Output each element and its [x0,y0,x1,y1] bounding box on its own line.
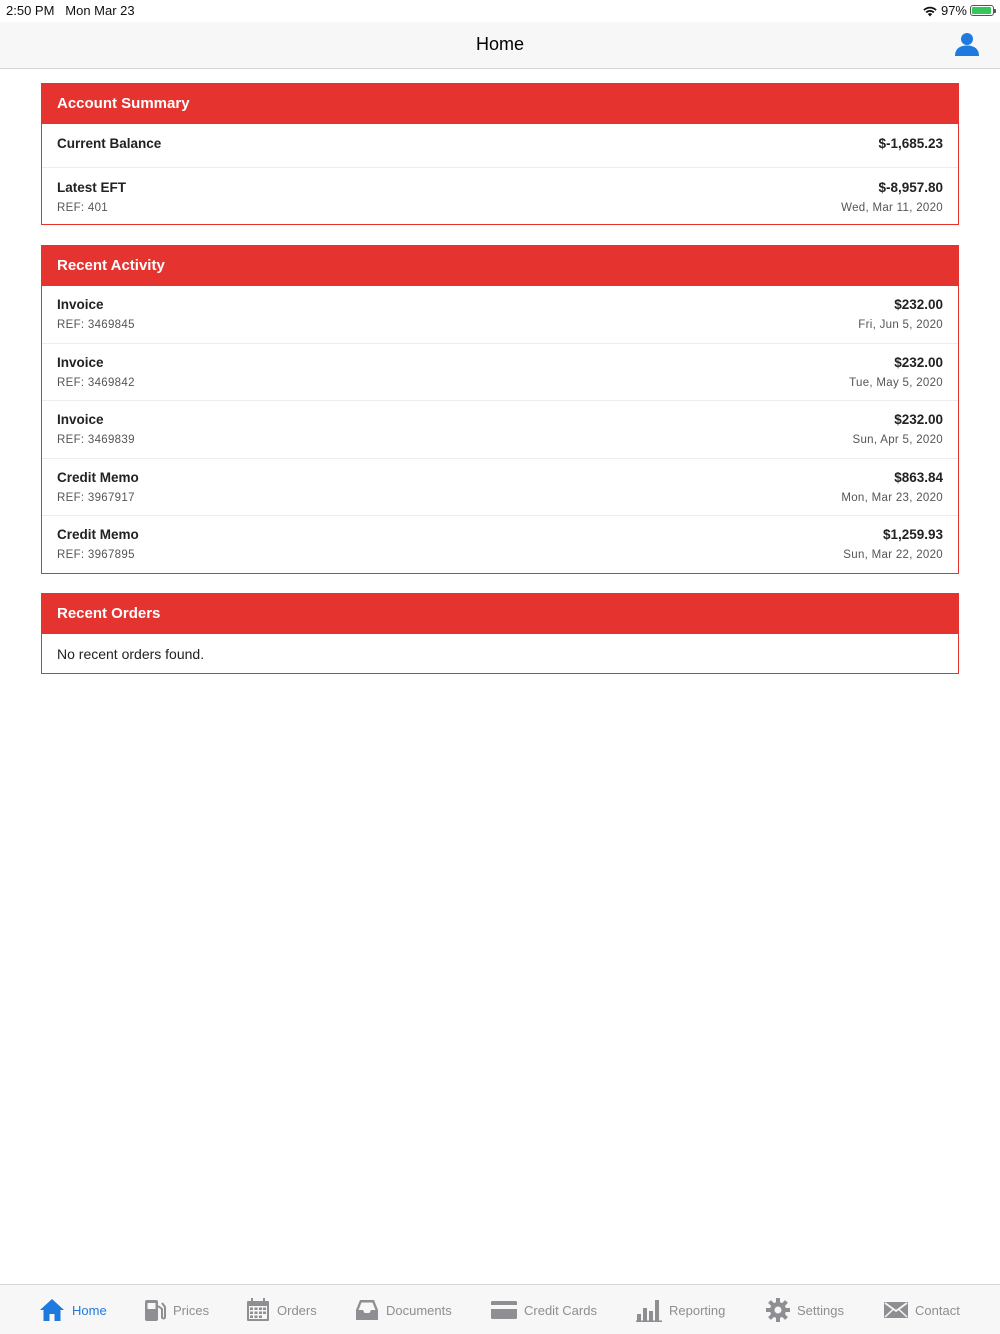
tab-documents[interactable] [355,1297,452,1323]
calendar-icon [246,1298,270,1322]
home-icon [39,1298,65,1322]
activity-row[interactable] [42,401,958,459]
tab-credit-cards-label: Credit Cards [524,1302,597,1318]
recent-activity-card [41,245,959,574]
status-date: Mon Mar 23 [65,3,135,18]
bar-chart-icon [636,1298,662,1322]
activity-row[interactable] [42,459,958,517]
activity-row[interactable] [42,516,958,574]
tab-prices[interactable] [144,1297,209,1323]
tab-bar [0,1284,1000,1334]
tab-credit-cards[interactable] [491,1297,597,1323]
account-summary-card [41,83,959,225]
activity-type: Invoice [57,354,104,370]
tab-prices-label: Prices [173,1302,210,1318]
tab-settings[interactable] [766,1297,844,1323]
activity-type: Invoice [57,297,104,312]
recent-orders-card [41,593,959,674]
battery-fill [972,7,991,14]
activity-date: Fri, Jun 5, 2020 [858,319,943,331]
activity-date: Tue, May 5, 2020 [849,376,943,389]
latest-eft-label: Latest EFT [57,180,127,195]
tab-contact[interactable] [884,1297,960,1323]
activity-amount: $863.84 [894,469,943,485]
latest-eft-date: Wed, Mar 11, 2020 [841,202,943,214]
inbox-icon [355,1299,379,1321]
person-icon [954,31,980,57]
tab-home[interactable] [39,1297,107,1323]
activity-amount: $232.00 [894,412,943,428]
activity-amount: $1,259.93 [882,527,943,543]
navigation-bar [0,22,1000,69]
recent-orders-header: Recent Orders [42,594,958,634]
recent-orders-empty-row [42,634,958,673]
activity-type: Credit Memo [57,527,139,543]
latest-eft-value: $-8,957.80 [878,180,943,195]
current-balance-row[interactable] [42,124,958,168]
tab-documents-label: Documents [386,1302,452,1318]
tab-orders-label: Orders [277,1302,317,1318]
tab-contact-label: Contact [915,1302,960,1318]
account-summary-header: Account Summary [42,84,958,124]
envelope-icon [884,1301,908,1319]
status-right [922,3,994,18]
status-time-text: 2:50 PM [6,3,55,18]
latest-eft-ref: REF: 401 [57,202,108,214]
activity-list [42,286,958,574]
page-title: Home [475,34,524,54]
status-bar [0,0,1000,22]
tab-orders[interactable] [246,1297,317,1323]
tab-reporting-label: Reporting [669,1302,726,1318]
status-time [6,3,135,18]
activity-ref: REF: 3967917 [57,491,135,504]
credit-card-icon [491,1300,517,1320]
activity-row[interactable] [42,344,958,402]
activity-row[interactable] [42,286,958,344]
current-balance-value: $-1,685.23 [878,136,943,151]
activity-type: Invoice [57,412,104,428]
latest-eft-row[interactable] [42,168,958,224]
tab-home-label: Home [72,1302,107,1318]
activity-date: Mon, Mar 23, 2020 [841,491,943,504]
recent-activity-header: Recent Activity [42,246,958,286]
activity-amount: $232.00 [894,297,943,312]
activity-type: Credit Memo [57,469,139,485]
gear-icon [766,1298,790,1322]
fuel-pump-icon [144,1298,166,1322]
activity-ref: REF: 3469839 [57,434,135,447]
activity-date: Sun, Apr 5, 2020 [852,434,943,447]
activity-ref: REF: 3469845 [57,319,135,331]
activity-ref: REF: 3469842 [57,376,135,389]
tab-settings-label: Settings [797,1302,844,1318]
tab-reporting[interactable] [636,1297,725,1323]
battery-percent: 97% [940,3,967,18]
activity-amount: $232.00 [894,354,943,370]
recent-orders-empty-text: No recent orders found. [57,646,205,662]
profile-button[interactable] [954,31,980,57]
battery-icon [970,5,994,16]
wifi-icon [922,5,938,17]
current-balance-label: Current Balance [57,136,162,151]
activity-date: Sun, Mar 22, 2020 [843,549,943,562]
activity-ref: REF: 3967895 [57,549,135,562]
